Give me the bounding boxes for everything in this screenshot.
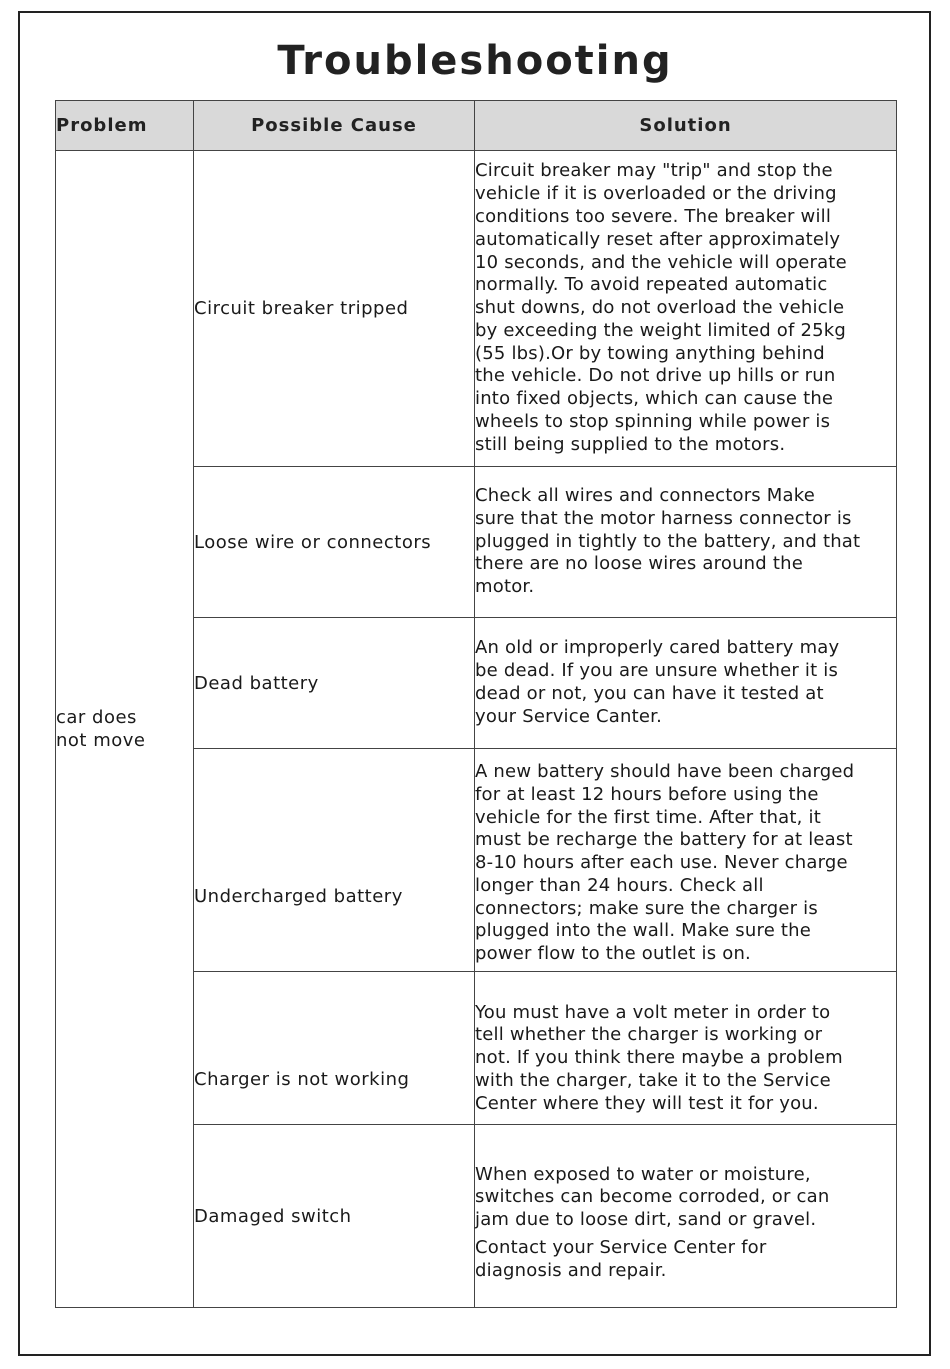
solution-line: automatically reset after approximately: [475, 228, 841, 250]
solution-cell: [475, 972, 897, 1125]
cause-cell: Undercharged battery: [194, 749, 475, 972]
solution-line: conditions too severe. The breaker will: [475, 205, 832, 227]
problem-cell: [56, 151, 194, 1308]
solution-line: the vehicle. Do not drive up hills or run: [475, 365, 836, 387]
solution-line: with the charger, take it to the Service: [475, 1069, 831, 1091]
solution-line: 8-10 hours after each use. Never charge: [475, 852, 848, 874]
solution-cell: [475, 749, 897, 972]
solution-line: switches can become corroded, or can: [475, 1186, 830, 1208]
solution-line: plugged into the wall. Make sure the: [475, 920, 812, 942]
solution-line: vehicle for the first time. After that, it: [475, 806, 821, 828]
table-row: [56, 151, 897, 467]
troubleshooting-table: [55, 100, 897, 1308]
solution-line: must be recharge the battery for at least: [475, 829, 853, 851]
solution-line: there are no loose wires around the: [475, 553, 803, 575]
solution-line: jam due to loose dirt, sand or gravel.: [475, 1209, 817, 1231]
header-problem: Problem: [56, 101, 194, 151]
cause-cell: Circuit breaker tripped: [194, 151, 475, 467]
solution-line: wheels to stop spinning while power is: [475, 411, 831, 433]
solution-line: by exceeding the weight limited of 25kg: [475, 319, 847, 341]
solution-line: You must have a volt meter in order to: [475, 1001, 831, 1023]
solution-line: plugged in tightly to the battery, and that: [475, 530, 861, 552]
solution-line: power flow to the outlet is on.: [475, 943, 751, 965]
solution-line: Contact your Service Center for: [475, 1236, 767, 1258]
solution-line: diagnosis and repair.: [475, 1259, 667, 1281]
cause-cell: Dead battery: [194, 618, 475, 749]
cause-cell: Charger is not working: [194, 972, 475, 1125]
solution-line: A new battery should have been charged: [475, 760, 855, 782]
solution-line: Check all wires and connectors Make: [475, 485, 816, 506]
solution-line: still being supplied to the motors.: [475, 433, 786, 455]
solution-cell: [475, 618, 897, 749]
solution-line: When exposed to water or moisture,: [475, 1163, 811, 1185]
solution-line: tell whether the charger is working or: [475, 1024, 823, 1046]
solution-cell: [475, 151, 897, 467]
cause-cell: Damaged switch: [194, 1125, 475, 1308]
problem-text-line: not move: [56, 730, 146, 751]
solution-line: your Service Canter.: [475, 705, 663, 727]
solution-line: sure that the motor harness connector is: [475, 507, 852, 529]
solution-cell: [475, 1125, 897, 1308]
solution-line: vehicle if it is overloaded or the driving: [475, 183, 837, 205]
solution-line: for at least 12 hours before using the: [475, 783, 819, 805]
solution-line: Circuit breaker may "trip" and stop the: [475, 160, 833, 182]
page-title: Troubleshooting: [277, 38, 673, 84]
solution-line: 10 seconds, and the vehicle will operate: [475, 251, 847, 273]
cause-cell: Loose wire or connectors: [194, 467, 475, 618]
solution-line: connectors; make sure the charger is: [475, 897, 818, 919]
solution-line: Center where they will test it for you.: [475, 1092, 819, 1114]
solution-line: not. If you think there maybe a problem: [475, 1047, 843, 1069]
solution-line: into fixed objects, which can cause the: [475, 388, 834, 410]
solution-line: shut downs, do not overload the vehicle: [475, 297, 845, 319]
header-possible-cause: Possible Cause: [194, 101, 475, 151]
solution-line: normally. To avoid repeated automatic: [475, 274, 828, 296]
table-header-row: [56, 101, 897, 151]
problem-text-line: car does: [56, 707, 137, 728]
solution-cell: [475, 467, 897, 618]
solution-line: longer than 24 hours. Check all: [475, 874, 764, 896]
solution-line: (55 lbs).Or by towing anything behind: [475, 342, 825, 364]
solution-line: dead or not, you can have it tested at: [475, 683, 824, 704]
header-solution: Solution: [475, 101, 897, 151]
solution-line: motor.: [475, 576, 535, 598]
solution-line: An old or improperly cared battery may: [475, 637, 840, 659]
solution-line: be dead. If you are unsure whether it is: [475, 660, 839, 682]
